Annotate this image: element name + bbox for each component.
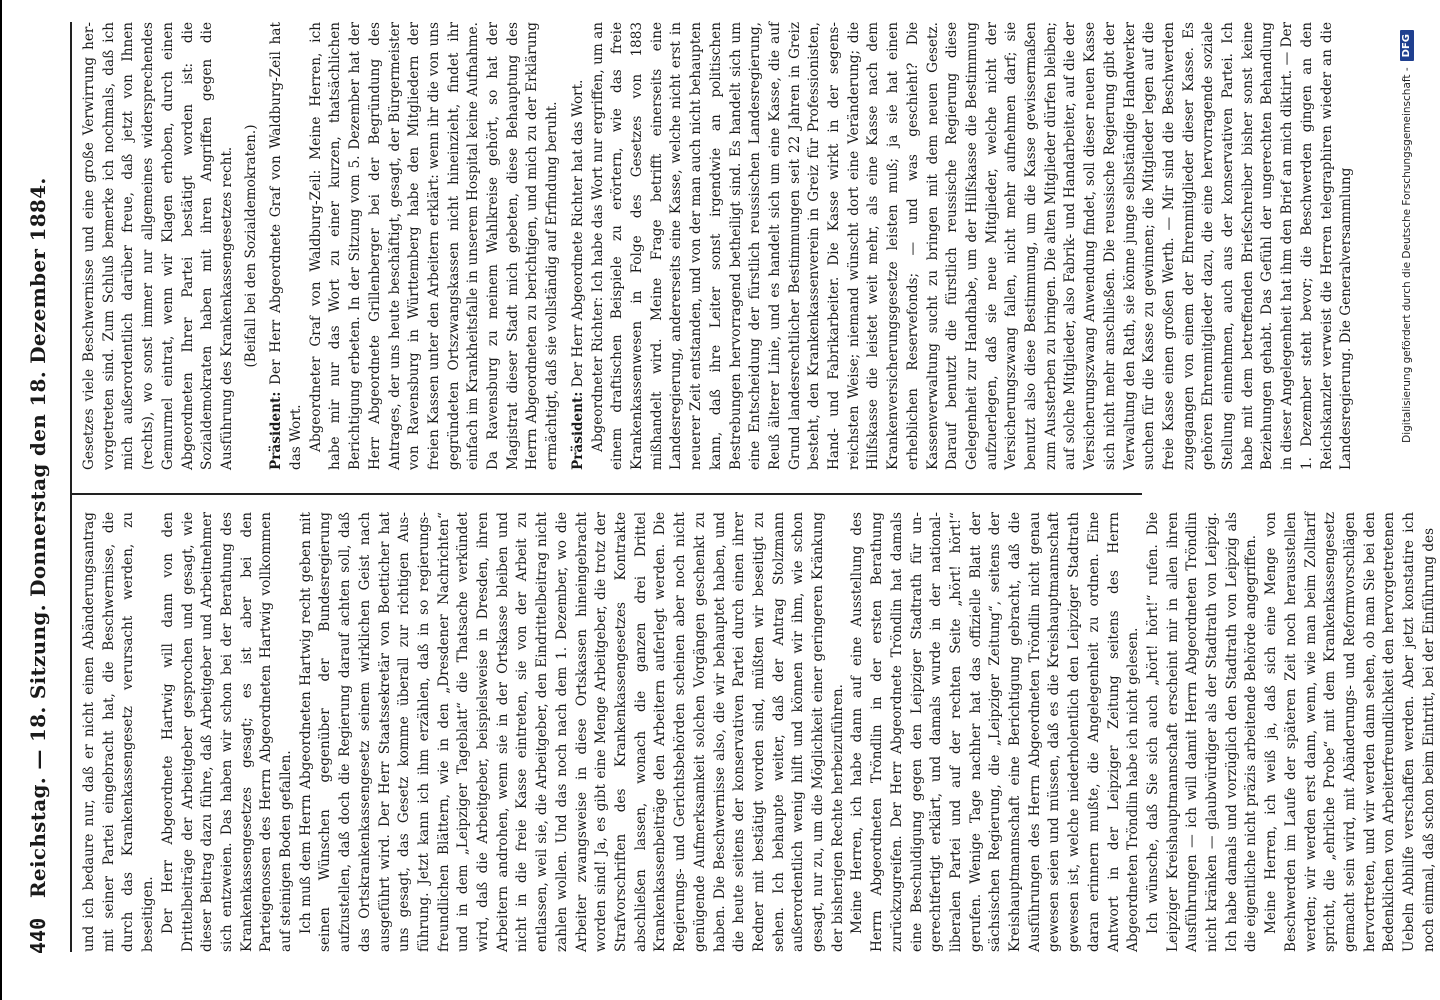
applause-note: (Beifall bei den Sozialdemokraten.) (242, 124, 259, 368)
credit-text: Digitalisierung gefördert durch die Deutsche Forschungsgemeinschaft - (1401, 67, 1413, 443)
digitization-credit (1400, 30, 1414, 443)
right-paragraph-3: Abgeordneter Richter: Ich habe das Wort nur ergriffen, um an einem draftischen Beispiele zu erörtern, wie das freie Krankenkassenwesen in Folge des Gesetzes von 1883 mißhandelt wird. Meine Frage betrifft einerseits eine Landesregierung, andererseits eine Kasse, welche nicht erst in neuerer Zeit entstanden, und von der man auch nicht behaupten kann, daß ihre Leiter sonst irgendwie an politischen Bestrebungen hervorragend betheiligt sind. Es handelt sich um eine Entscheidung der fürstlich reussischen Landesregierung, Reuß älterer Linie, und es handelt sich um eine Kasse, die auf Grund landesrechtlicher Bestimmungen seit 22 Jahren in Greiz besteht, den Krankenkassenverein in Greiz für Professionisten, Hand- und Fabrikarbeiter. Die Kasse wirkt in der segensreichsten Weise; niemand wünscht dort eine Veränderung; die Hilfskasse die leistet weit mehr, als eine Kasse nach dem Krankenversicherungsgesetze leisten muß; ja sie hat einen erheblichen Reservefonds; — und was geschieht? Die Kassenverwaltung sucht zu bringen mit dem neuen Gesetz. Darauf benutzt die fürstlich reussische Regierung diese Gelegenheit zur Handhabe, um der Hilfskasse die Bestimmung aufzuerlegen, daß sie neue Mitglieder, welche nicht der Versicherungszwang fallen, nicht mehr aufnehmen darf; sie benutzt also diese Bestimmung, um die Kasse gewissermaßen zum Aussterben zu bringen. Die alten Mitglieder dürfen bleiben; auf solche Mitglieder, also Fabrik- und Handarbeiter, auf die der Versicherungszwang Anwendung findet, soll dieser neuen Kasse sich nicht mehr anschließen. Die reussische Regierung gibt der Verwaltung den Rath, sie könne junge selbständige Handwerker suchen für die Kasse zu gewinnen; die Mitglieder legen auf die freie Kasse einen großen Werth. — Mir sind die Beschwerden zugegangen von einem der Ehrenmitglieder dieser Kasse. Es gehören Ehrenmitglieder dazu, die eine hervorragende soziale Stellung einnehmen, auch aus der konservativen Partei. Ich habe mit dem betreffenden Briefschreiber bisher sonst keine Beziehungen gehabt. Das Gefühl der ungerechten Behandlung in dieser Angelegenheit hat ihm den Brief an mich diktirt. — Der 1. Dezember steht bevor; die Beschwerden gingen an den Reichskanzler verweist die Herren telegraphiren wieder an die Landesregierung. Die Generalversammlung (589, 22, 1355, 470)
running-title: Reichstag. — 18. Sitzung. Donnerstag den 18. Dezember 1884. (26, 177, 50, 898)
president-text-2: Der Herr Abgeordnete Richter hat das Wort. (569, 79, 586, 388)
page-number: 440 (26, 917, 50, 954)
right-paragraph-2: Abgeordneter Graf von Waldburg-Zeil: Meine Herren, ich habe mir nur das Wort zu einer kurzen, thatsächlichen Berichtigung erbeten. In der Sitzung vom 5. Dezember hat der Herr Abgeordnete Grillenberger bei der Begründung des Antrages, der uns heute beschäftigt, gesagt, der Bürgermeister von Ravensburg in Württemberg habe den Mitgliedern der freien Kassen unter den Arbeitern erklärt: wenn ihr die von uns gegründeten Ortszwangskassen nicht hineinzieht, findet ihr einfach im Krankheitsfalle in unserem Hospital keine Aufnahme. Da Ravensburg zu meinem Wahlkreise gehört, so hat der Magistrat dieser Stadt mich gebeten, diese Behauptung des Herrn Abgeordneten zu berichtigen, und mich zu der Erklärung ermächtigt, daß sie vollständig auf Erfindung beruht. (307, 22, 561, 470)
left-paragraph-6: Meine Herren, ich weiß ja, daß sich eine Menge von Beschwerden im Laufe der späteren Zeit noch herausstellen werden; wir werden erst dann, wenn, wie man beim Zolltarif spricht, die „ehrliche Probe“ mit dem Krankenkassengesetz gemacht sein wird, mit Abänderungs- und Reformvorschlägen hervortreten, und wir werden dann sehen, ob man Sie bei den Bedenklichen von Arbeiterfreundlichkeit den hervorgetretenen Uebeln Abhilfe verschaffen werden. Aber jetzt konstatire ich noch einmal, daß schon beim Eintritt, bei der Einführung des (1263, 512, 1437, 952)
page-header (18, 20, 64, 954)
scan-edge-top (0, 0, 2, 1000)
header-rule (70, 22, 72, 952)
president-announcement-2 (569, 22, 589, 470)
left-paragraph-1: und ich bedaure nur, daß er nicht einen Abänderungsantrag mit seiner Partei eingebracht hat, die Beschwernisse, die durch das Krankenkassengesetz verursacht werden, zu beseitigen. (81, 512, 157, 952)
president-label-1: Präsident: (268, 391, 285, 470)
president-label-2: Präsident: (569, 391, 586, 470)
left-column (80, 512, 1437, 952)
left-paragraph-3: Ich muß dem Herrn Abgeordneten Hartwig recht geben mit seinen Wünschen gegenüber der Bundesregierung aufzustellen, daß doch die Regierung darauf achten soll, daß das Ortskrankenkassengesetz seinem wirklichen Geist nach ausgeführt wird. Der Herr Staatssekretär von Boetticher hat uns gesagt, das Gesetz komme überall zur richtigen Ausführung. Jetzt kann ich ihm erzählen, daß in so regierungsfreundlichen Blättern, wie in den „Dresdener Nachrichten“ und in dem „Leipziger Tageblatt“ die Thatsache verkündet wird, daß die Arbeitgeber, beispielsweise in Dresden, ihren Arbeitern androhen, wenn sie in der Ortskasse bleiben und nicht in die freie Kasse eintreten, sie von der Arbeit zu entlassen, weil sie, die Arbeitgeber, den Eindrittelbeitrag nicht zahlen wollen. Und das noch nach dem 1. Dezember, wo die Arbeiter zwangsweise in diese Ortskassen hineingebracht worden sind! Ja, es gibt eine Menge Arbeitgeber, die trotz der Strafvorschriften des Krankenkassengesetzes Kontrakte abschließen lassen, wonach die ganzen drei Drittel Krankenkassenbeiträge den Arbeitern auferlegt werden. Die Regierungs- und Gerichtsbehörden scheinen aber noch nicht genügende Aufmerksamkeit solchen Vorgängen geschenkt zu haben. Die Beschwernisse also, die wir behauptet haben, und die heute seitens der konservativen Partei durch einen ihrer Redner mit bestätigt worden sind, müßten wir beseitigt zu sehen. Ich behaupte weiter, daß der Antrag Stolzmann außerordentlich wenig hilft und können wir ihm, wie schon gesagt, nur zu, um die Möglichkeit einer geringeren Kränkung der bisherigen Rechte herbeizuführen. (297, 512, 846, 952)
column-divider (72, 494, 1142, 496)
president-announcement-1 (267, 22, 306, 470)
right-paragraph-1: Gesetzes viele Beschwernisse und eine große Verwirrung hervorgetreten sind. Zum Schluß bemerke ich nochmals, daß ich mich außerordentlich darüber freue, daß jetzt von Ihnen (rechts), wo sonst immer nur allgemeines widersprechendes Gemurmel eintrat, wenn wir Klagen erhoben, durch einen Abgeordneten Ihrer Partei bestätigt worden ist: die Sozialdemokraten haben mit ihren Angriffen gegen die Ausführung des Krankenkassengesetzes recht. (81, 22, 235, 470)
credit-margin (1390, 0, 1430, 1000)
dfg-logo: DFG (1400, 30, 1414, 61)
right-column (80, 22, 1355, 470)
left-paragraph-5: Ich wünsche, daß Sie sich auch „hört! hört!“ rufen. Die Leipziger Kreishauptmannschaft erscheint mir in allen ihren Ausführungen — ich will damit Herrn Abgeordneten Tröndlin nicht kränken — glaubwürdiger als der Stadtrath von Leipzig. Ich habe damals und vorzüglich den Stadtrath von Leipzig als die eigentliche nicht präzis arbeitende Behörde angegriffen. (1144, 512, 1260, 952)
president-text-1: Der Herr Abgeordnete Graf von Waldburg-Zeil hat das Wort. (268, 22, 305, 470)
left-paragraph-2: Der Herr Abgeordnete Hartwig will dann von den Drittelbeiträge der Arbeitgeber gesprochen und gesagt, wie dieser Beitrag dazu führe, daß Arbeitgeber und Arbeitnehmer sich entzweien. Das haben wir schon bei der Berathung des Krankenkassengesetzes gesagt; es ist aber bei den Parteigenossen des Herrn Abgeordneten Hartwig vollkommen auf steinigen Boden gefallen. (159, 512, 295, 952)
left-paragraph-4: Meine Herren, ich habe dann auf eine Ausstellung des Herrn Abgeordneten Tröndlin in der ersten Berathung zurückzugreifen. Der Herr Abgeordnete Tröndlin hat damals eine Beschuldigung gegen den Leipziger Stadtrath für ungerechtfertigt erklärt, und damals wurde in der nationalliberalen Partei und auf der rechten Seite „hört! hört!“ gerufen. Wenige Tage nachher hat das offizielle Blatt der sächsischen Regierung, die „Leipziger Zeitung“, seitens der Kreishauptmannschaft eine Berichtigung gebracht, daß die Ausführungen des Herrn Abgeordneten Tröndlin nicht genau gewesen seien und müssen, daß es die Kreishauptmannschaft gewesen ist, welche niederholentlich den Leipziger Stadtrath daran erinnern mußte, die Angelegenheit zu ordnen. Eine Antwort in der Leipziger Zeitung seitens des Herrn Abgeordneten Tröndlin habe ich nicht gelesen. (849, 512, 1142, 952)
